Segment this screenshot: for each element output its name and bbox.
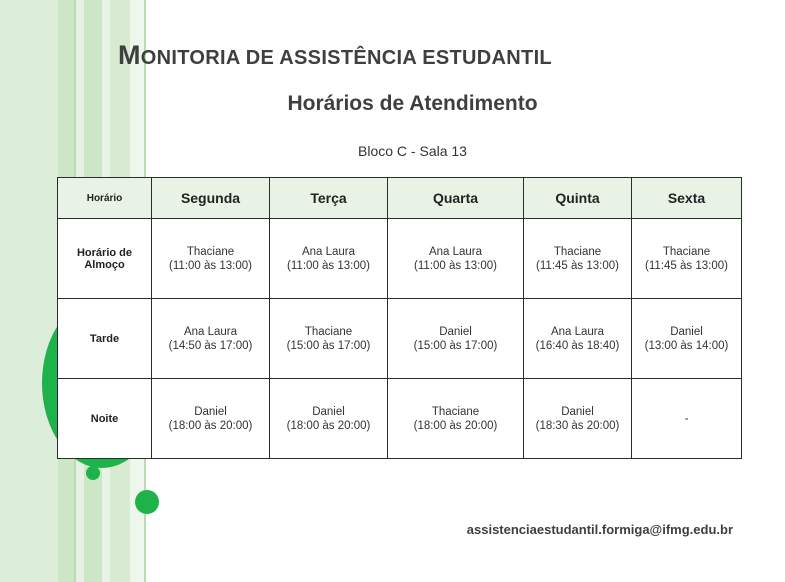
table-row <box>58 219 742 299</box>
header-cell-horario: Horário <box>58 178 152 219</box>
schedule-cell <box>152 219 270 299</box>
schedule-cell <box>388 379 524 459</box>
monitor-name: Daniel <box>670 325 703 338</box>
schedule-table <box>57 177 742 459</box>
monitor-name: Daniel <box>561 405 594 418</box>
schedule-cell <box>524 219 632 299</box>
schedule-cell <box>152 379 270 459</box>
time-range: (16:40 às 18:40) <box>535 339 620 352</box>
slide-subtitle: Horários de Atendimento <box>287 92 538 115</box>
schedule-cell <box>632 379 742 459</box>
contact-email: assistenciaestudantil.formiga@ifmg.edu.br <box>466 522 733 537</box>
schedule-cell <box>524 299 632 379</box>
decor-circle-medium <box>135 490 159 514</box>
row-label: Tarde <box>58 299 152 379</box>
monitor-name: Ana Laura <box>183 325 238 338</box>
schedule-cell <box>632 299 742 379</box>
monitor-name: Ana Laura <box>550 325 605 338</box>
monitor-name: Daniel <box>312 405 345 418</box>
monitor-name: Daniel <box>194 405 227 418</box>
table-row <box>58 379 742 459</box>
header-cell-quarta: Quarta <box>388 178 524 219</box>
schedule-cell <box>388 219 524 299</box>
time-range: (15:00 às 17:00) <box>413 339 498 352</box>
monitor-name: Thaciane <box>553 245 602 258</box>
time-range: (18:00 às 20:00) <box>286 419 371 432</box>
time-range: (18:00 às 20:00) <box>413 419 498 432</box>
monitor-name: Ana Laura <box>428 245 483 258</box>
monitor-name: Ana Laura <box>301 245 356 258</box>
schedule-cell <box>270 379 388 459</box>
time-range: (11:00 às 13:00) <box>414 259 497 272</box>
monitor-name: Thaciane <box>186 245 235 258</box>
monitor-name: Thaciane <box>304 325 353 338</box>
monitor-name: - <box>684 412 689 425</box>
monitor-name: Thaciane <box>431 405 480 418</box>
time-range: (11:45 às 13:00) <box>536 259 619 272</box>
table-row <box>58 299 742 379</box>
schedule-cell <box>270 219 388 299</box>
slide-title: MONITORIA DE ASSISTÊNCIA ESTUDANTIL <box>118 40 552 70</box>
row-label: Horário de Almoço <box>58 219 152 299</box>
decor-circle-small <box>86 466 100 480</box>
schedule-cell <box>388 299 524 379</box>
time-range: (13:00 às 14:00) <box>644 339 729 352</box>
location-text: Bloco C - Sala 13 <box>358 143 467 159</box>
header-cell-segunda: Segunda <box>152 178 270 219</box>
time-range: (11:00 às 13:00) <box>169 259 252 272</box>
schedule-cell <box>270 299 388 379</box>
schedule-cell <box>152 299 270 379</box>
time-range: (11:00 às 13:00) <box>287 259 370 272</box>
time-range: (15:00 às 17:00) <box>286 339 371 352</box>
schedule-cell <box>632 219 742 299</box>
header-cell-terca: Terça <box>270 178 388 219</box>
schedule-cell <box>524 379 632 459</box>
header-cell-sexta: Sexta <box>632 178 742 219</box>
monitor-name: Thaciane <box>662 245 711 258</box>
row-label: Noite <box>58 379 152 459</box>
decor-stripe <box>0 0 58 582</box>
monitor-name: Daniel <box>439 325 472 338</box>
header-cell-quinta: Quinta <box>524 178 632 219</box>
time-range: (18:30 às 20:00) <box>535 419 620 432</box>
time-range: (18:00 às 20:00) <box>168 419 253 432</box>
time-range: (14:50 às 17:00) <box>168 339 253 352</box>
time-range: (11:45 às 13:00) <box>645 259 728 272</box>
table-header-row <box>58 178 742 219</box>
